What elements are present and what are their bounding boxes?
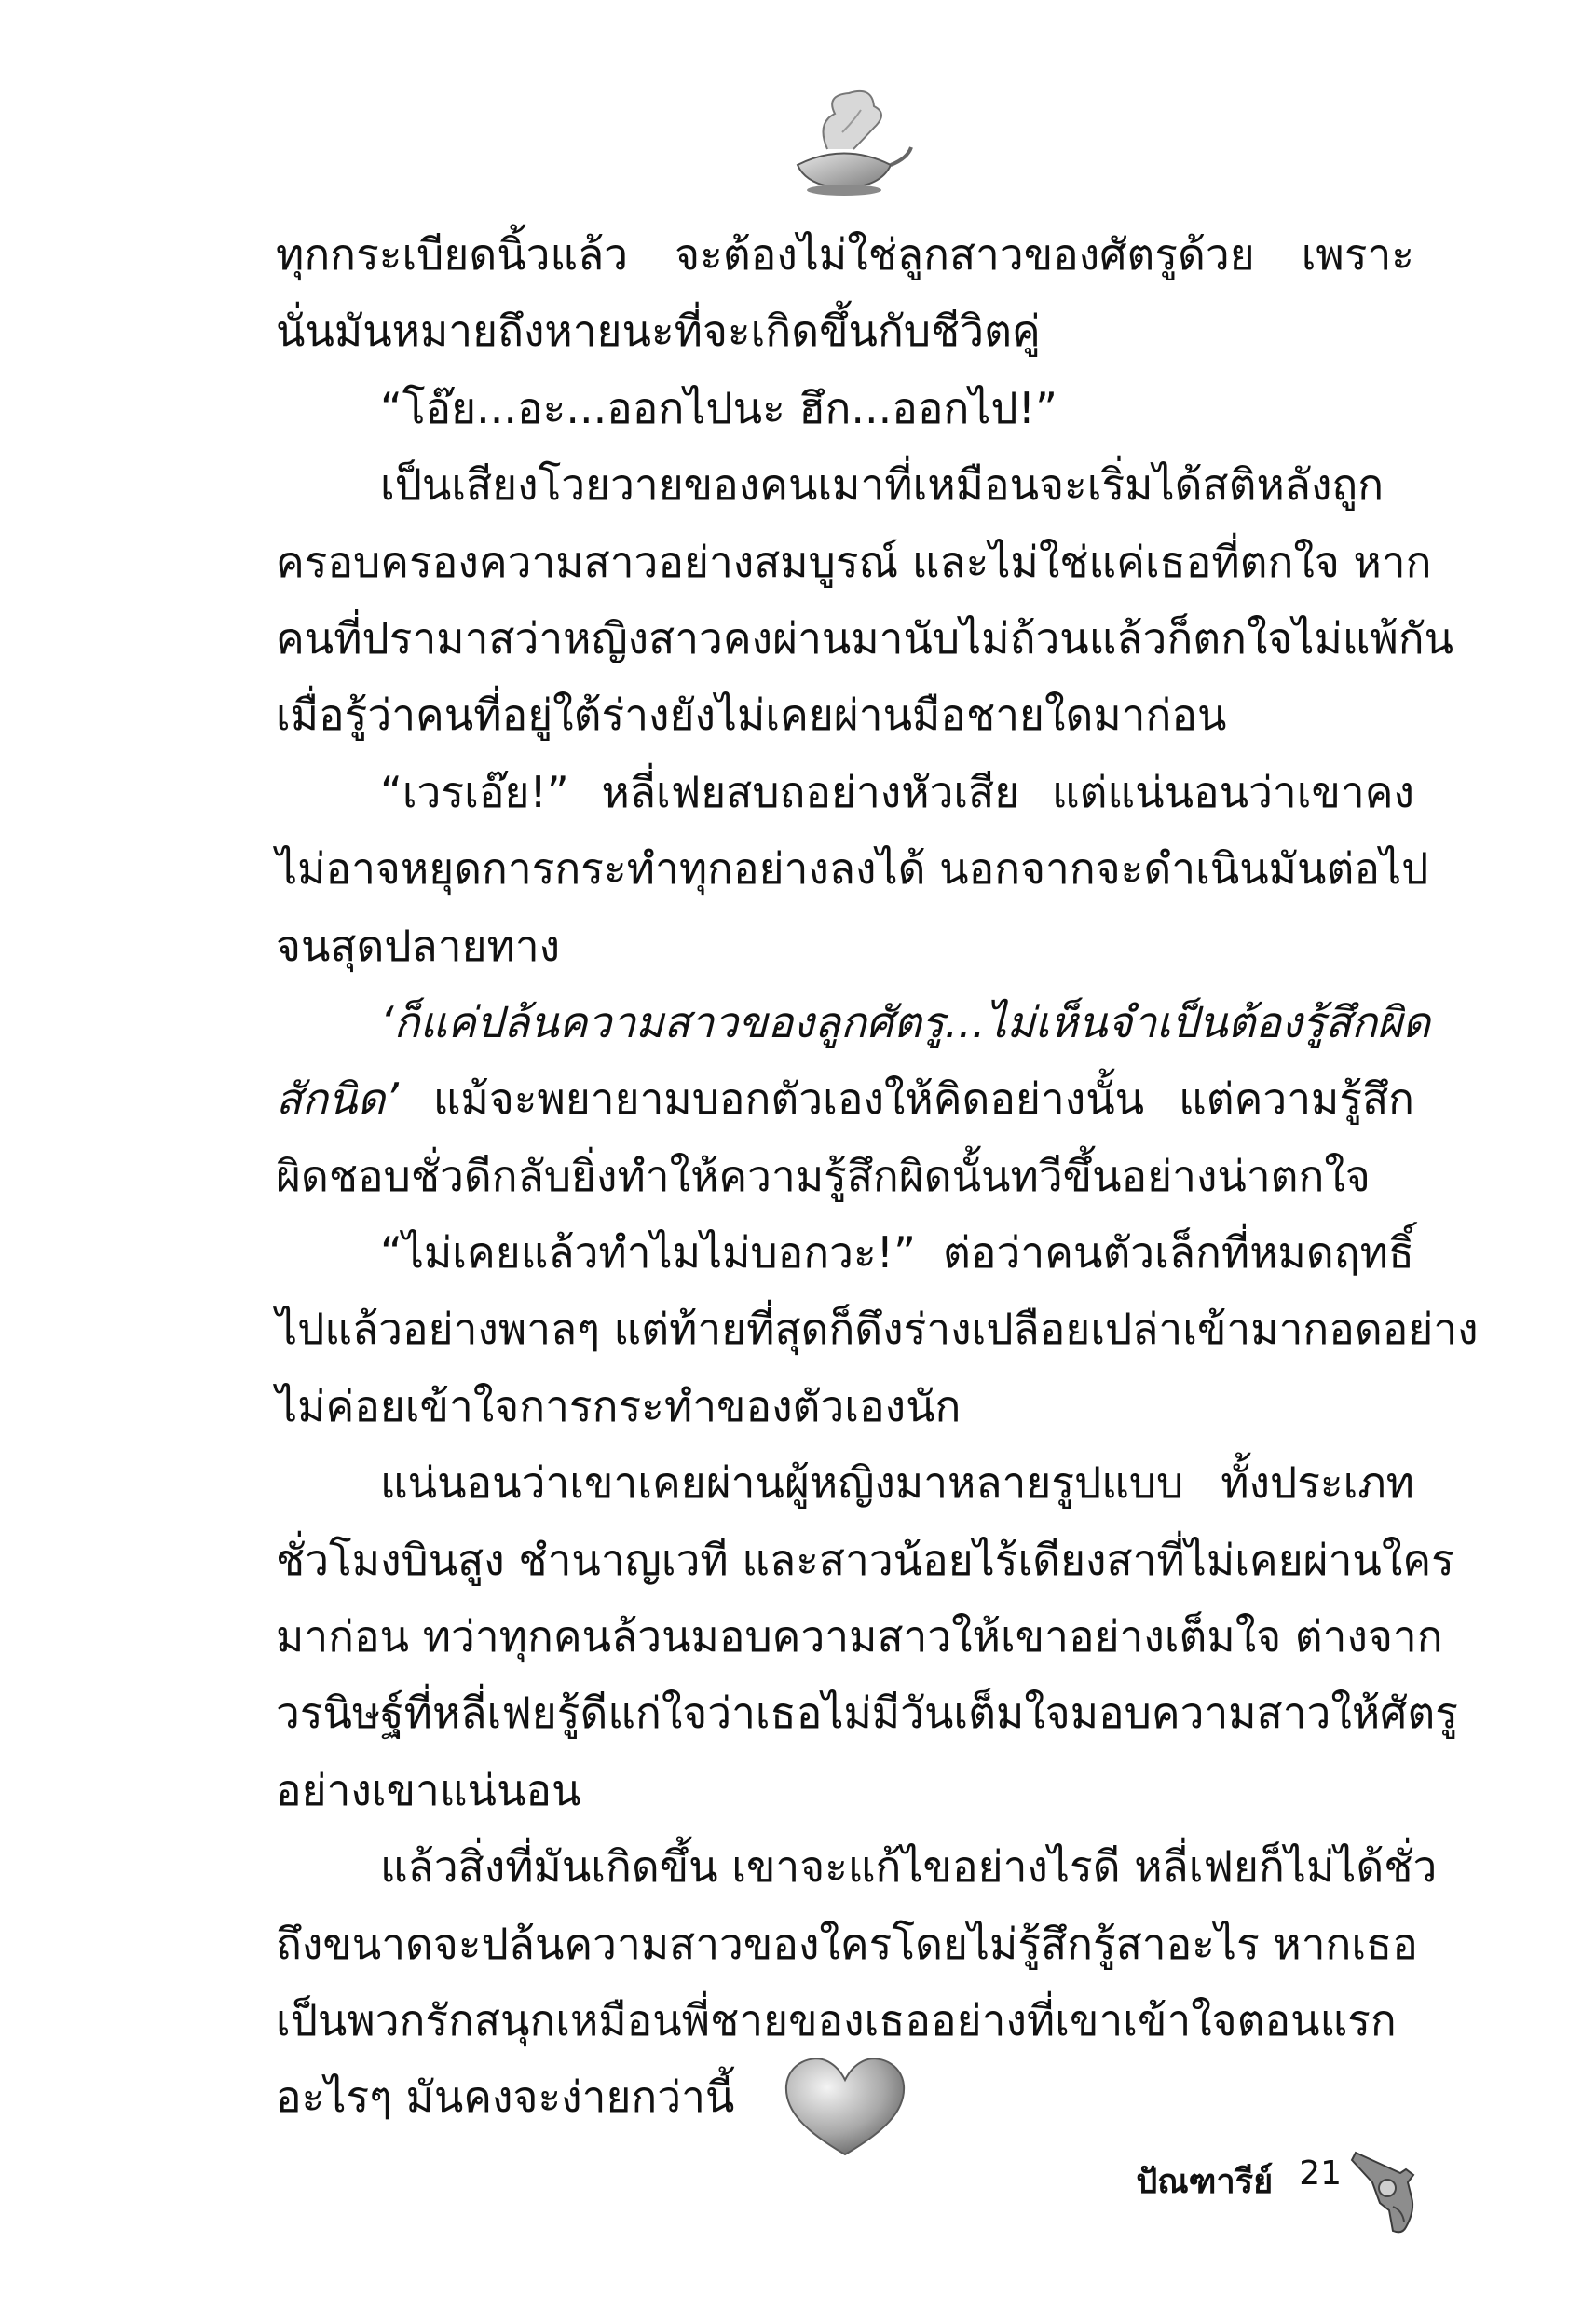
text-line-italic: ‘ก็แค่ปล้นความสาวของลูกศัตรู...ไม่เห็นจำเป็นต้องรู้สึกผิด xyxy=(380,996,1430,1047)
text-line: “โอ๊ย...อะ...ออกไปนะ ฮึก...ออกไป!” xyxy=(380,382,1057,433)
text-line: คนที่ปรามาสว่าหญิงสาวคงผ่านมานับไม่ถ้วนแล้วก็ตกใจไม่แพ้กัน xyxy=(276,612,1454,663)
text-line: ผิดชอบชั่วดีกลับยิ่งทำให้ความรู้สึกผิดนั้นทวีขึ้นอย่างน่าตกใจ xyxy=(276,1150,1371,1201)
text-line: เมื่อรู้ว่าคนที่อยู่ใต้ร่างยังไม่เคยผ่านมือชายใดมาก่อน xyxy=(276,690,1227,741)
heart-ornament-icon xyxy=(779,2050,911,2162)
page-number: 21 xyxy=(1299,2154,1342,2193)
text-line: เป็นเสียงโวยวายของคนเมาที่เหมือนจะเริ่มได้สติหลังถูก xyxy=(380,459,1385,511)
text-line: จนสุดปลายทาง xyxy=(276,920,561,971)
text-line: ไปแล้วอย่างพาลๆ แต่ท้ายที่สุดก็ดึงร่างเปลือยเปล่าเข้ามากอดอย่าง xyxy=(276,1304,1479,1355)
text-line: วรนิษฐ์ที่หลี่เฟยรู้ดีแก่ใจว่าเธอไม่มีวันเต็มใจมอบความสาวให้ศัตรู xyxy=(276,1688,1458,1739)
text-segment: แม้จะพยายามบอกตัวเองให้คิดอย่างนั้น แต่ความรู้สึก xyxy=(432,1073,1414,1125)
italic-thought: สักนิด’ xyxy=(276,1073,399,1125)
text-line: ชั่วโมงบินสูง ชำนาญเวที และสาวน้อยไร้เดียงสาที่ไม่เคยผ่านใคร xyxy=(276,1534,1454,1585)
text-line: เป็นพวกรักสนุกเหมือนพี่ชายของเธออย่างที่เขาเข้าใจตอนแรก xyxy=(276,1994,1397,2045)
text-line: “เวรเอ๊ย!” หลี่เฟยสบถอย่างหัวเสีย แต่แน่นอนว่าเขาคง xyxy=(380,766,1414,817)
text-line: ไม่อาจหยุดการกระทำทุกอย่างลงได้ นอกจากจะดำเนินมันต่อไป xyxy=(276,843,1429,895)
text-line: แล้วสิ่งที่มันเกิดขึ้น เขาจะแก้ไขอย่างไรดี หลี่เฟยก็ไม่ได้ชั่ว xyxy=(380,1841,1438,1893)
text-line: นั่นมันหมายถึงหายนะที่จะเกิดขึ้นกับชีวิตคู่ xyxy=(276,306,1041,357)
page-footer xyxy=(1081,2154,1342,2208)
text-line: ครอบครองความสาวอย่างสมบูรณ์ และไม่ใช่แค่เธอที่ตกใจ หาก xyxy=(276,536,1432,587)
lamp-ornament-icon xyxy=(770,76,919,198)
text-line: ไม่ค่อยเข้าใจการกระทำของตัวเองนัก xyxy=(276,1380,962,1431)
text-line: อะไรๆ มันคงจะง่ายกว่านี้ xyxy=(276,2072,735,2123)
text-line: ทุกกระเบียดนิ้วแล้ว จะต้องไม่ใช่ลูกสาวของศัตรูด้วย เพราะ xyxy=(276,229,1414,280)
book-title: ปัณฑารีย์ xyxy=(1136,2163,1274,2201)
page-body xyxy=(276,216,1479,2136)
revolver-icon xyxy=(1346,2145,1425,2238)
text-line: แน่นอนว่าเขาเคยผ่านผู้หญิงมาหลายรูปแบบ ทั้งประเภท xyxy=(380,1457,1414,1509)
text-line: ถึงขนาดจะปล้นความสาวของใครโดยไม่รู้สึกรู้สาอะไร หากเธอ xyxy=(276,1918,1418,1969)
text-line: มาก่อน ทว่าทุกคนล้วนมอบความสาวให้เขาอย่างเต็มใจ ต่างจาก xyxy=(276,1611,1443,1662)
text-line xyxy=(276,1060,1414,1137)
text-line: “ไม่เคยแล้วทำไมไม่บอกวะ!” ต่อว่าคนตัวเล็กที่หมดฤทธิ์ xyxy=(380,1227,1414,1279)
text-line: อย่างเขาแน่นอน xyxy=(276,1764,581,1815)
